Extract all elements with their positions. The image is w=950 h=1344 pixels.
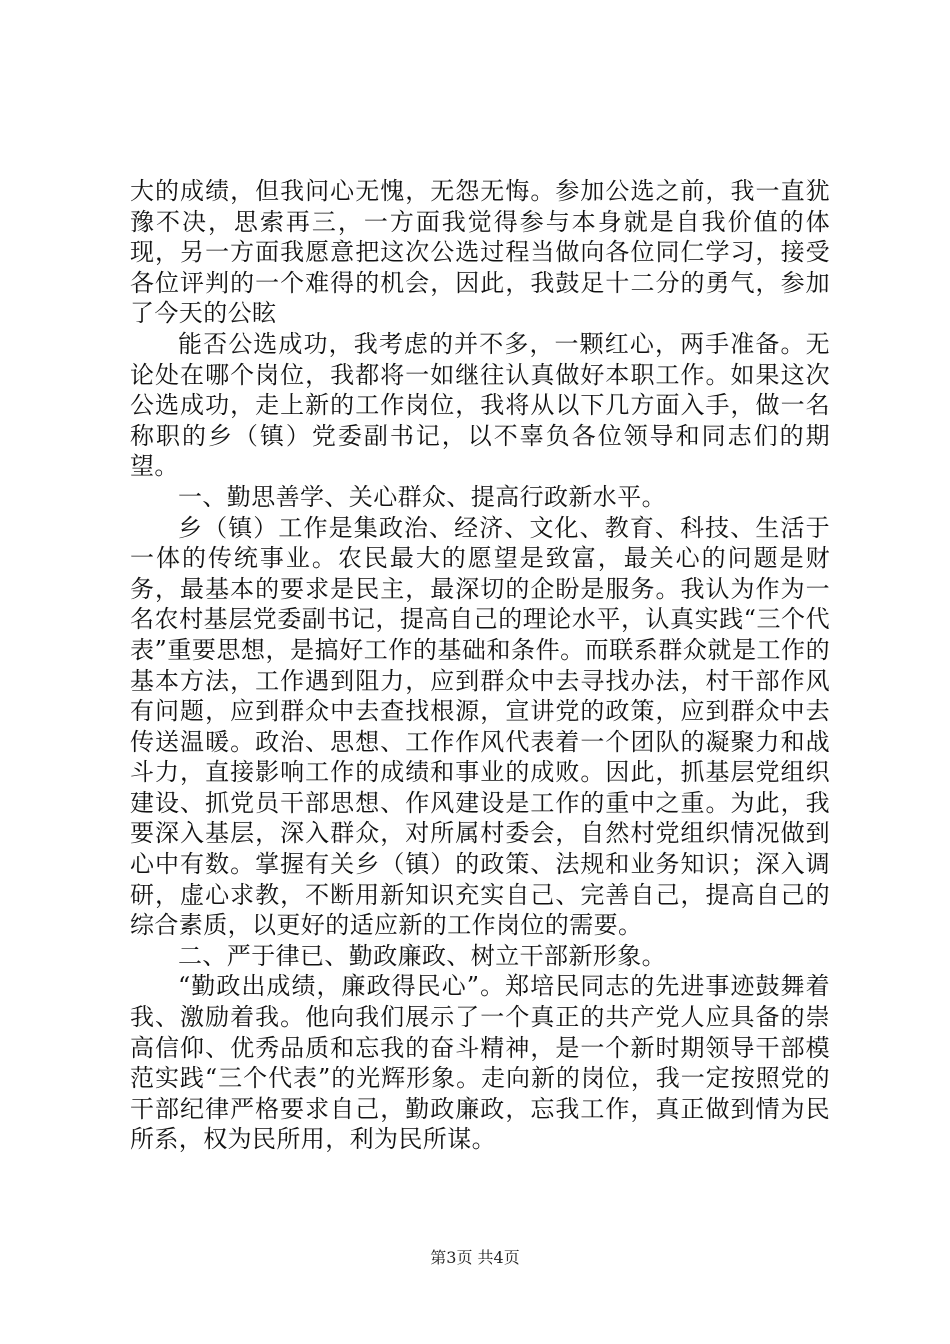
paragraph-3: 乡（镇）工作是集政治、经济、文化、教育、科技、生活于一体的传统事业。农民最大的愿望是致富，最关心的问题是财务，最基本的要求是民主，最深切的企盼是服务。我认为作为一名农村基层党委副书记，提高自己的理论水平，认真实践“三个代表”重要思想，是搞好工作的基础和条件。而联系群众就是工作的基本方法，工作遇到阻力，应到群众中去寻找办法，村干部作风有问题，应到群众中去查找根源，宣讲党的政策，应到群众中去传送温暖。政治、思想、工作作风代表着一个团队的凝聚力和战斗力，直接影响工作的成绩和事业的成败。因此，抓基层党组织建设、抓党员干部思想、作风建设是工作的重中之重。为此，我要深入基层，深入群众，对所属村委会，自然村党组织情况做到心中有数。掌握有关乡（镇）的政策、法规和业务知识；深入调研，虚心求教，不断用新知识充实自己、完善自己，提高自己的综合素质，以更好的适应新的工作岗位的需要。 <box>130 513 830 940</box>
page-number-footer: 第3页 共4页 <box>430 1248 520 1267</box>
paragraph-1: 大的成绩，但我问心无愧，无怨无悔。参加公选之前，我一直犹豫不决，思索再三，一方面我觉得参与本身就是自我价值的体现，另一方面我愿意把这次公选过程当做向各位同仁学习，接受各位评判的一个难得的机会，因此，我鼓足十二分的勇气，参加了今天的公眩 <box>130 177 830 328</box>
paragraph-2: 能否公选成功，我考虑的并不多，一颗红心，两手准备。无论处在哪个岗位，我都将一如继往认真做好本职工作。如果这次公选成功，走上新的工作岗位，我将从以下几方面入手，做一名称职的乡（镇）党委副书记，以不辜负各位领导和同志们的期望。 <box>130 329 830 481</box>
section-heading-1: 一、勤思善学、关心群众、提高行政新水平。 <box>178 482 666 511</box>
section-heading-2: 二、严于律已、勤政廉政、树立干部新形象。 <box>178 941 666 970</box>
document-body <box>130 176 830 1155</box>
paragraph-4: “勤政出成绩，廉政得民心”。郑培民同志的先进事迹鼓舞着我、激励着我。他向我们展示了一个真正的共产党人应具备的崇高信仰、优秀品质和忘我的奋斗精神，是一个新时期领导干部模范实践“三个代表”的光辉形象。走向新的岗位，我一定按照党的干部纪律严格要求自己，勤政廉政，忘我工作，真正做到情为民所系，权为民所用，利为民所谋。 <box>130 972 830 1154</box>
